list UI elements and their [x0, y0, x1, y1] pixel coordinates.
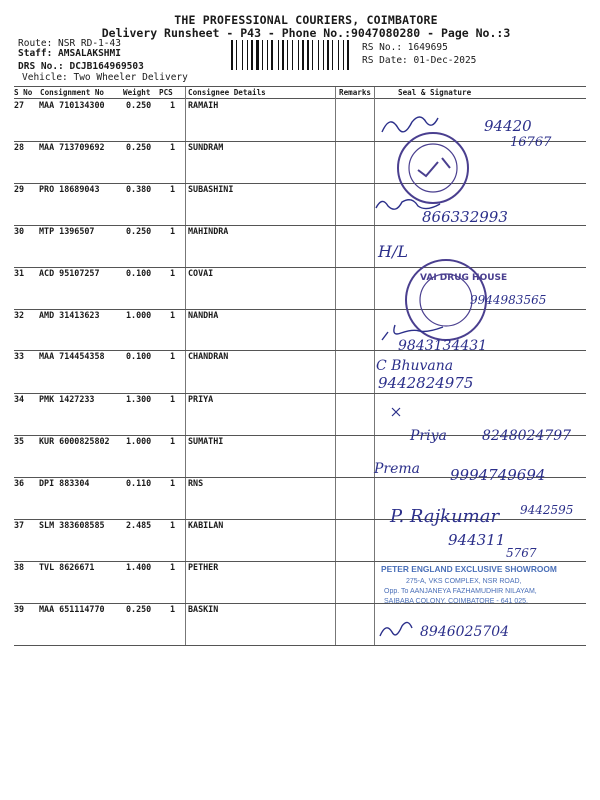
row-rule — [14, 519, 586, 520]
row-rule — [14, 477, 586, 478]
runsheet-title: Delivery Runsheet - P43 - Phone No.:9047080280 - Page No.:3 — [101, 26, 511, 40]
table-row — [14, 478, 586, 520]
consignment-cell: ACD 95107257 — [39, 268, 100, 278]
table-row — [14, 520, 586, 562]
weight-cell: 0.100 — [126, 268, 152, 278]
handwritten-name: Prema — [374, 461, 421, 477]
table-row — [14, 100, 586, 142]
row-rule — [14, 141, 586, 142]
row-rule — [14, 267, 586, 268]
handwritten-phone: 16767 — [510, 135, 552, 150]
row-rule — [14, 561, 586, 562]
weight-cell: 1.000 — [126, 436, 152, 446]
consignee-cell: SUBASHINI — [188, 184, 234, 194]
handwritten-phone: 5767 — [506, 546, 537, 560]
table-top-rule — [14, 86, 586, 87]
vehicle-label: Vehicle: Two Wheeler Delivery — [22, 72, 188, 83]
table-row — [14, 184, 586, 226]
consignment-cell: MTP 1396507 — [39, 226, 95, 236]
consignment-cell: MAA 714454358 — [39, 351, 105, 361]
stamp-line: SAIBABA COLONY, COIMBATORE - 641 025. — [384, 598, 528, 605]
header-consignment: Consignment No — [40, 88, 105, 97]
sno-cell: 37 — [14, 520, 25, 530]
handwritten-phone: 944311 — [448, 531, 506, 549]
consignment-cell: MAA 710134300 — [39, 100, 105, 110]
pcs-cell: 1 — [170, 184, 176, 194]
sno-cell: 27 — [14, 100, 25, 110]
consignment-cell: PMK 1427233 — [39, 394, 95, 404]
handwritten-phone: 9442595 — [520, 503, 574, 517]
sno-cell: 34 — [14, 394, 25, 404]
pcs-cell: 1 — [170, 520, 176, 530]
row-rule — [14, 393, 586, 394]
row-rule — [14, 603, 586, 604]
stamp-line: Opp. To AANJANEYA FAZHAMUDHIR NILAYAM, — [384, 588, 537, 595]
table-row — [14, 142, 586, 184]
pcs-cell: 1 — [170, 310, 176, 320]
row-rule — [14, 309, 586, 310]
consignment-cell: MAA 651114770 — [39, 604, 105, 614]
stamp-title: PETER ENGLAND EXCLUSIVE SHOWROOM — [381, 564, 557, 574]
sno-cell: 31 — [14, 268, 25, 278]
weight-cell: 2.485 — [126, 520, 152, 530]
handwritten-name: Priya — [410, 428, 447, 444]
pcs-cell: 1 — [170, 100, 176, 110]
table-row — [14, 562, 586, 604]
row-rule — [14, 183, 586, 184]
weight-cell: 0.250 — [126, 100, 152, 110]
row-rule — [14, 350, 586, 351]
barcode — [231, 40, 358, 70]
consignment-cell: KUR 6000825802 — [39, 436, 110, 446]
row-rule — [14, 225, 586, 226]
table-bottom-rule — [14, 645, 586, 646]
header-seal: Seal & Signature — [398, 88, 472, 97]
consignment-cell: MAA 713709692 — [39, 142, 105, 152]
weight-cell: 0.380 — [126, 184, 152, 194]
weight-cell: 0.250 — [126, 142, 152, 152]
pcs-cell: 1 — [170, 478, 176, 488]
sno-cell: 29 — [14, 184, 25, 194]
table-row — [14, 604, 586, 646]
handwritten-phone: 94420 — [484, 117, 532, 135]
drs-label: DRS No.: DCJB164969503 — [18, 61, 144, 72]
consignee-cell: CHANDRAN — [188, 351, 229, 361]
table-row — [14, 268, 586, 310]
consignee-cell: MAHINDRA — [188, 226, 229, 236]
company-title: THE PROFESSIONAL COURIERS, COIMBATORE — [174, 13, 438, 27]
sno-cell: 38 — [14, 562, 25, 572]
consignee-cell: COVAI — [188, 268, 214, 278]
handwritten-mark: H/L — [378, 242, 408, 261]
weight-cell: 1.300 — [126, 394, 152, 404]
stamp-line: 275-A, VKS COMPLEX, NSR ROAD, — [406, 578, 522, 585]
route-label: Route: NSR RD-1-43 — [18, 38, 121, 49]
handwritten-phone: 9843134431 — [398, 338, 488, 354]
weight-cell: 1.000 — [126, 310, 152, 320]
pcs-cell: 1 — [170, 351, 176, 361]
sno-cell: 32 — [14, 310, 25, 320]
consignment-cell: AMD 31413623 — [39, 310, 100, 320]
rs-no-label: RS No.: 1649695 — [362, 42, 448, 53]
consignment-cell: TVL 8626671 — [39, 562, 95, 572]
weight-cell: 0.250 — [126, 604, 152, 614]
handwritten-phone: 9442824975 — [378, 374, 474, 392]
consignee-cell: SUMATHI — [188, 436, 224, 446]
handwritten-phone: 866332993 — [422, 208, 508, 226]
handwritten-name: P. Rajkumar — [390, 506, 500, 527]
pcs-cell: 1 — [170, 604, 176, 614]
pcs-cell: 1 — [170, 562, 176, 572]
table-header-rule — [14, 98, 586, 99]
consignment-cell: DPI 883304 — [39, 478, 90, 488]
consignee-cell: NANDHA — [188, 310, 219, 320]
sno-cell: 33 — [14, 351, 25, 361]
seal-text: VAI DRUG HOUSE — [420, 273, 508, 283]
staff-label: Staff: AMSALAKSHMI — [18, 48, 121, 59]
handwritten-phone: 9994749694 — [450, 466, 546, 484]
weight-cell: 0.250 — [126, 226, 152, 236]
sno-cell: 28 — [14, 142, 25, 152]
pcs-cell: 1 — [170, 436, 176, 446]
pcs-cell: 1 — [170, 142, 176, 152]
weight-cell: 0.100 — [126, 351, 152, 361]
sno-cell: 30 — [14, 226, 25, 236]
consignee-cell: RNS — [188, 478, 204, 488]
handwritten-phone: 9944983565 — [470, 293, 547, 307]
header-pcs: PCS — [159, 88, 173, 97]
table-row — [14, 394, 586, 436]
consignee-cell: SUNDRAM — [188, 142, 224, 152]
consignee-cell: RAMAIH — [188, 100, 219, 110]
table-row — [14, 226, 586, 268]
rs-date-label: RS Date: 01-Dec-2025 — [362, 55, 477, 66]
pcs-cell: 1 — [170, 394, 176, 404]
pcs-cell: 1 — [170, 268, 176, 278]
consignment-cell: PRO 18689043 — [39, 184, 100, 194]
pcs-cell: 1 — [170, 226, 176, 236]
handwritten-phone: 8248024797 — [482, 428, 572, 444]
header-consignee: Consignee Details — [188, 88, 266, 97]
sno-cell: 35 — [14, 436, 25, 446]
consignee-cell: BASKIN — [188, 604, 219, 614]
table-row — [14, 436, 586, 478]
table-row — [14, 310, 586, 352]
row-rule — [14, 435, 586, 436]
header-weight: Weight — [123, 88, 151, 97]
sno-cell: 39 — [14, 604, 25, 614]
handwritten-phone: 8946025704 — [420, 624, 510, 640]
sno-cell: 36 — [14, 478, 25, 488]
table-row — [14, 351, 586, 393]
consignment-cell: SLM 383608585 — [39, 520, 105, 530]
header-remarks: Remarks — [339, 88, 372, 97]
weight-cell: 0.110 — [126, 478, 152, 488]
consignee-cell: PETHER — [188, 562, 219, 572]
consignee-cell: KABILAN — [188, 520, 224, 530]
consignee-cell: PRIYA — [188, 394, 214, 404]
weight-cell: 1.400 — [126, 562, 152, 572]
header-sno: S No — [14, 88, 33, 97]
handwritten-name: C Bhuvana — [376, 358, 454, 374]
